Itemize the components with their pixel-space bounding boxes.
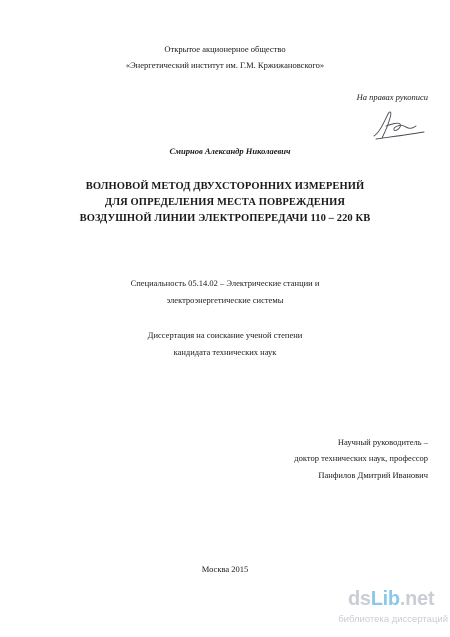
degree-line-2: кандидата технических наук [173,347,277,357]
degree-line-1: Диссертация на соискание ученой степени [147,330,303,340]
handwritten-signature [370,108,430,142]
dslib-watermark [330,588,448,632]
title-line-2: ДЛЯ ОПРЕДЕЛЕНИЯ МЕСТА ПОВРЕЖДЕНИЯ [104,197,346,208]
supervisor-label: Научный руководитель – [337,437,428,447]
rights-notice: На правах рукописи [356,92,428,102]
watermark-logo-lib: Lib [370,588,400,610]
organization-line-2: «Энергетический институт им. Г.М. Кржижановского» [125,60,325,70]
specialty-line-2: электроэнергетические системы [166,295,284,305]
title-line-1: ВОЛНОВОЙ МЕТОД ДВУХСТОРОННИХ ИЗМЕРЕНИЙ [85,181,365,192]
place-and-year: Москва 2015 [201,564,249,574]
supervisor-name: Панфилов Дмитрий Иванович [318,470,428,480]
organization-line-1: Открытое акционерное общество [164,44,286,54]
supervisor-degree: доктор технических наук, профессор [294,453,428,463]
watermark-subtitle: библиотека диссертаций [338,614,448,625]
watermark-logo-net: .net [399,588,435,610]
author-name: Смирнов Александр Николаевич [169,146,291,156]
title-line-3: ВОЗДУШНОЙ ЛИНИИ ЭЛЕКТРОПЕРЕДАЧИ 110 – 220 КВ [79,213,371,224]
watermark-logo-ds: ds [348,588,371,610]
watermark-logo [348,588,434,611]
specialty-line-1: Специальность 05.14.02 – Электрические станции и [130,278,320,288]
